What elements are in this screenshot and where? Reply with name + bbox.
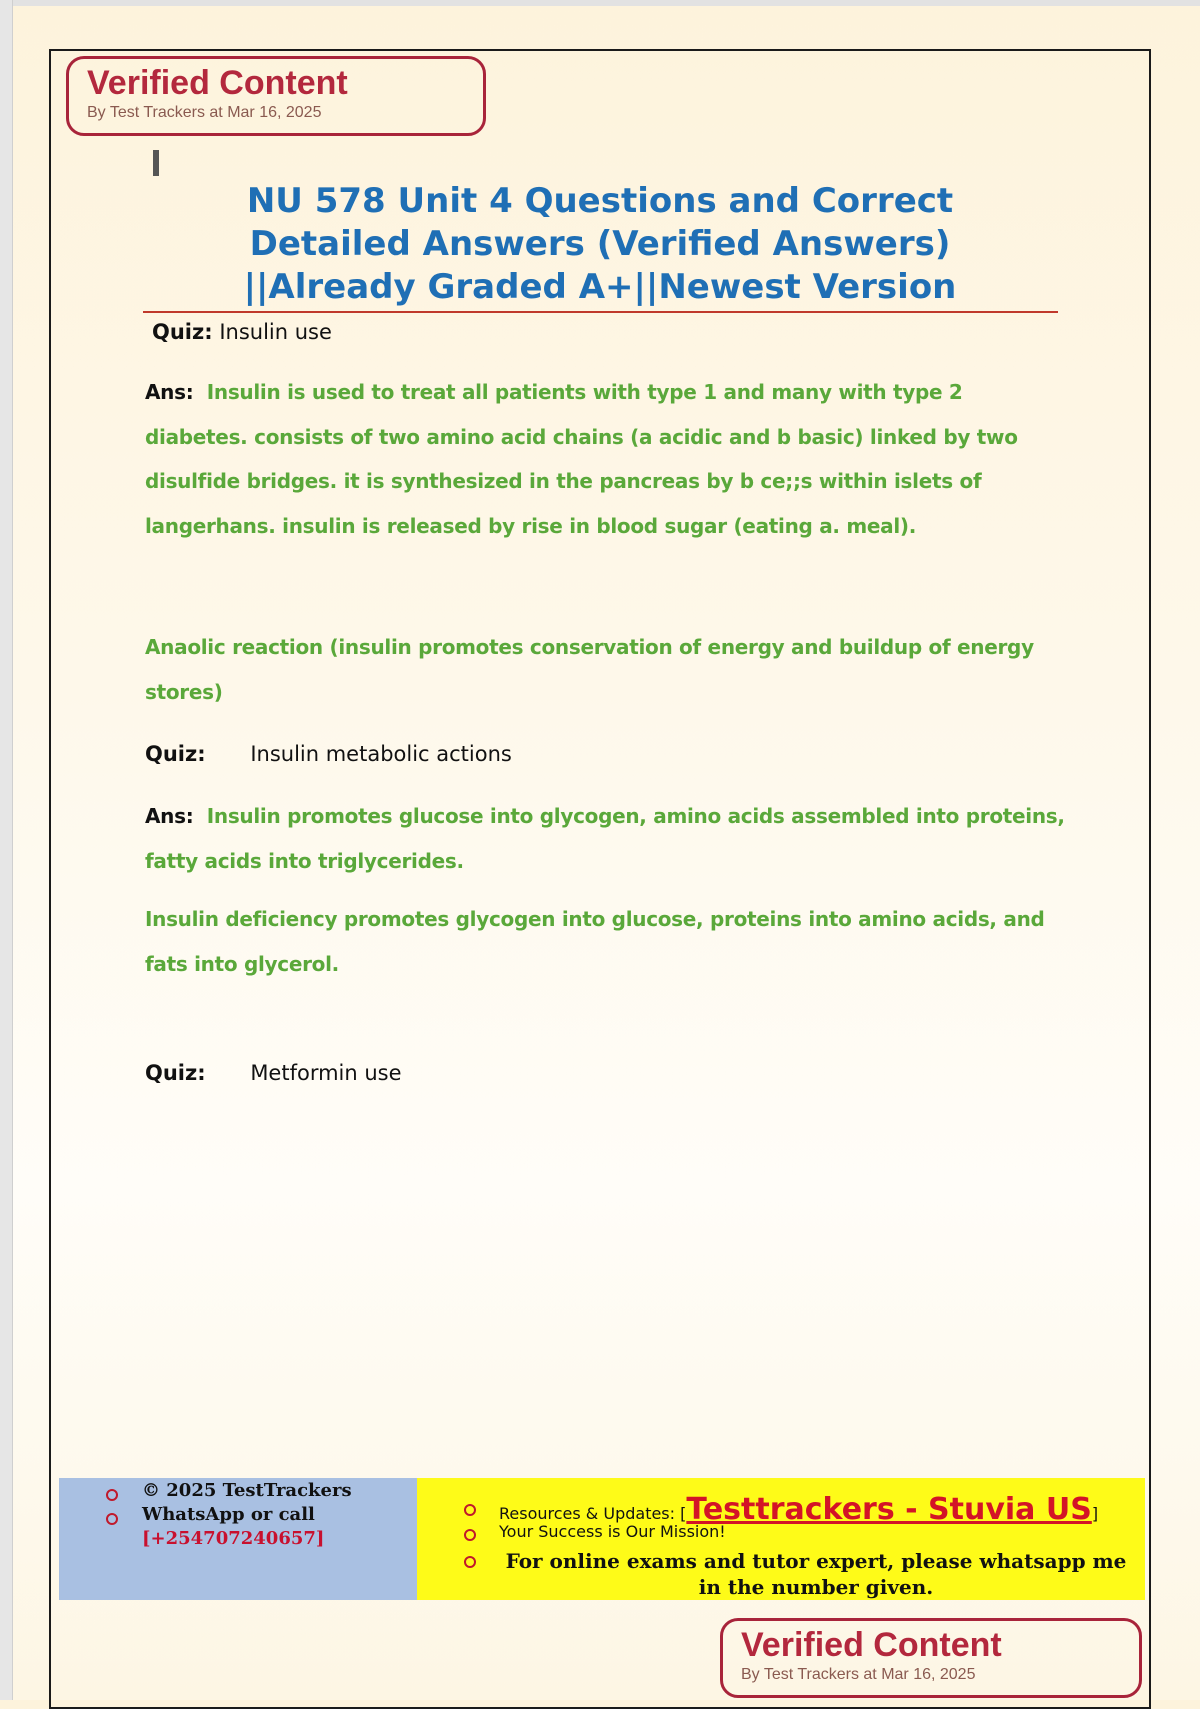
stamp-title: Verified Content <box>741 1626 1002 1664</box>
viewer-left-edge <box>0 0 13 1700</box>
answer-label: Ans: <box>145 380 194 404</box>
stamp-subtitle: By Test Trackers at Mar 16, 2025 <box>741 1666 976 1683</box>
answer-block <box>145 370 1065 548</box>
phone-number[interactable]: [+254707240657] <box>142 1528 325 1549</box>
bullet-icon <box>106 1489 118 1501</box>
verified-stamp-bottom <box>720 1618 1142 1698</box>
whatsapp-label: WhatsApp or call <box>142 1504 315 1525</box>
quiz-label: Quiz: <box>145 1061 206 1085</box>
verified-stamp-top <box>66 56 486 136</box>
stamp-subtitle: By Test Trackers at Mar 16, 2025 <box>87 104 322 121</box>
text-cursor <box>153 150 159 176</box>
quiz-question <box>145 1061 402 1085</box>
answer-block <box>145 794 1065 883</box>
answer-extra: Insulin deficiency promotes glycogen into glucose, proteins into amino acids, and fats into glycerol. <box>145 907 1045 976</box>
stamp-title: Verified Content <box>87 64 348 102</box>
quiz-question <box>145 742 512 766</box>
answer-text: Insulin is used to treat all patients with type 1 and many with type 2 diabetes. consists of two amino acid chains (a acidic and b basic) linked by two disulfide bridges. it is synthesized in the pancreas by b ce;;s within islets of langerhans. insulin is released by rise in blood sugar (eating a. meal). <box>145 380 1018 538</box>
quiz-text: Insulin use <box>219 320 332 344</box>
document-title: NU 578 Unit 4 Questions and Correct Detailed Answers (Verified Answers) ||Already Graded A+||Newest Version <box>243 181 957 307</box>
bullet-icon <box>464 1556 476 1568</box>
viewer-top-edge <box>0 0 1200 6</box>
copyright-text: © 2025 TestTrackers <box>142 1480 352 1501</box>
stuvia-link[interactable]: Testtrackers - Stuvia US <box>686 1492 1092 1527</box>
quiz-question <box>152 320 332 344</box>
quiz-text: Insulin metabolic actions <box>250 742 512 766</box>
mission-text: Your Success is Our Mission! <box>499 1522 726 1541</box>
resources-label: Resources & Updates: [ <box>499 1504 687 1523</box>
bullet-icon <box>464 1529 476 1541</box>
bullet-icon <box>464 1504 476 1516</box>
answer-extra: Anaolic reaction (insulin promotes conservation of energy and buildup of energy stores) <box>145 635 1034 704</box>
quiz-label: Quiz: <box>145 742 206 766</box>
title-underline <box>143 311 1058 313</box>
answer-text: Insulin promotes glucose into glycogen, amino acids assembled into proteins, fatty acids into triglycerides. <box>145 804 1065 873</box>
resources-close: ] <box>1091 1504 1099 1523</box>
bullet-icon <box>106 1513 118 1525</box>
answer-label: Ans: <box>145 804 194 828</box>
quiz-text: Metformin use <box>250 1061 402 1085</box>
quiz-label: Quiz: <box>152 320 213 344</box>
tutor-text: For online exams and tutor expert, please whatsapp me in the number given. <box>505 1549 1127 1599</box>
